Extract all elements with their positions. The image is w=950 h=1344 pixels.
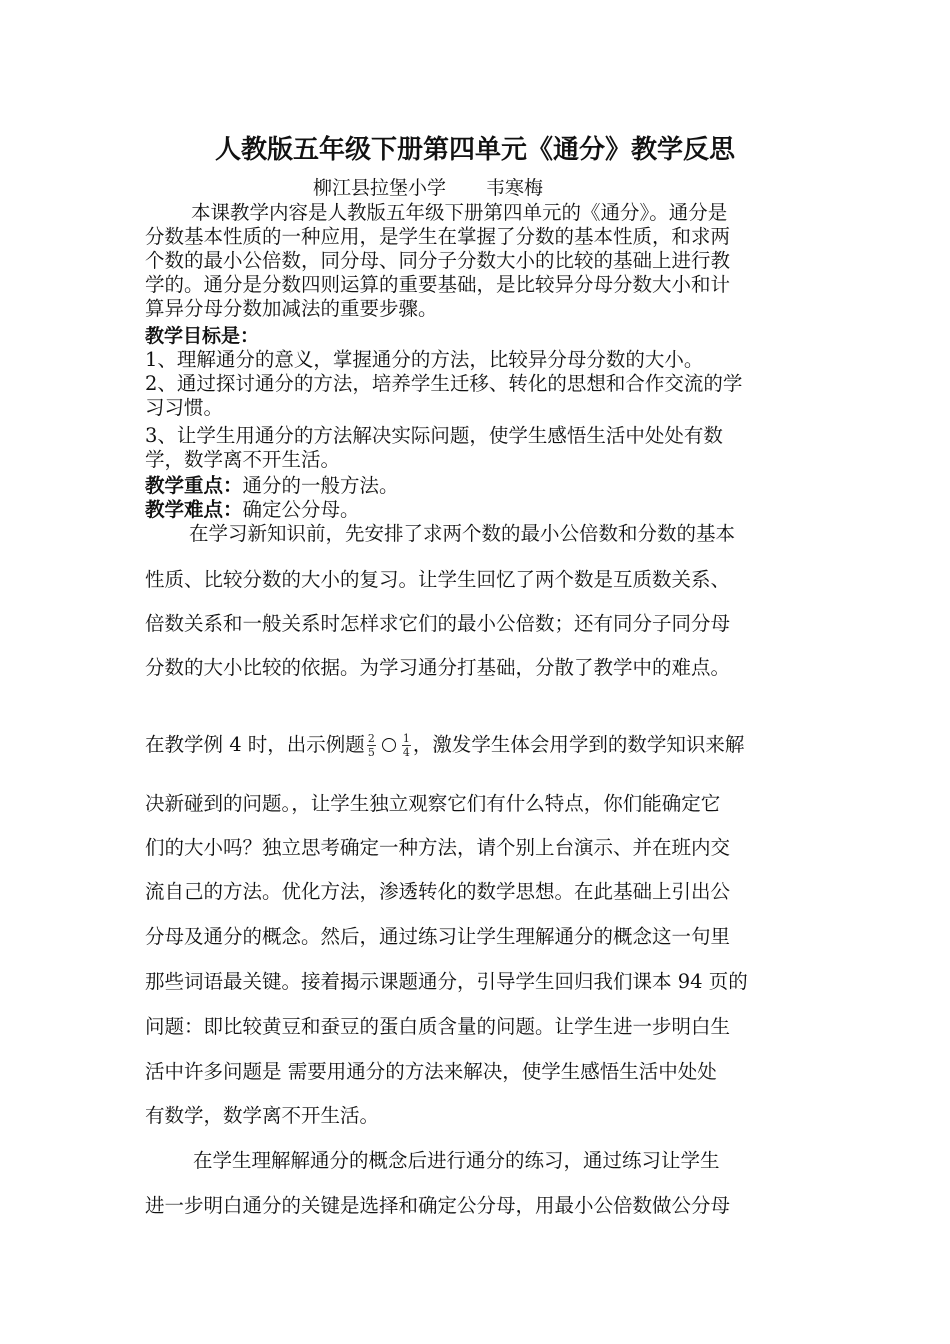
goal-item: 3、让学生用通分的方法解决实际问题，使学生感悟生活中处处有数 [145, 424, 723, 447]
goals-heading: 教学目标是： [145, 325, 260, 347]
example-line [145, 730, 810, 760]
difficult-point [145, 498, 810, 522]
key-point-text: 通分的一般方法。 [242, 474, 399, 497]
goal-item: 学，数学离不开生活。 [145, 448, 341, 471]
paragraph-line: 那些词语最关键。接着揭示课题通分，引导学生回归我们课本 94 页的 [145, 970, 748, 993]
paragraph-line: 流自己的方法。优化方法，渗透转化的数学思想。在此基础上引出公 [145, 880, 731, 903]
comparison-circle-icon [382, 738, 396, 752]
intro-line: 本课教学内容是人教版五年级下册第四单元的《通分》。通分是 [191, 201, 728, 224]
intro-line: 算异分母分数加减法的重要步骤。 [145, 297, 438, 320]
byline [313, 177, 543, 199]
school-name: 柳江县拉堡小学 [313, 177, 447, 199]
key-point [145, 474, 810, 498]
paragraph-line: 分母及通分的概念。然后，通过练习让学生理解通分的概念这一句里 [145, 925, 731, 948]
paragraph-line: 倍数关系和一般关系时怎样求它们的最小公倍数；还有同分子同分母 [145, 612, 731, 635]
example-text-before: 在教学例 4 时，出示例题 [145, 733, 365, 756]
key-point-label: 教学重点： [145, 474, 243, 497]
paragraph-line: 有数学，数学离不开生活。 [145, 1104, 380, 1127]
paragraph-line: 在学生理解解通分的概念后进行通分的练习，通过练习让学生 [193, 1149, 720, 1172]
paragraph-line: 性质、比较分数的大小的复习。让学生回忆了两个数是互质数关系、 [145, 568, 731, 591]
intro-line: 分数基本性质的一种应用，是学生在掌握了分数的基本性质，和求两 [145, 225, 731, 248]
fraction-one-fourth: $\frac{1}{4}$ [402, 731, 410, 759]
paragraph-line: 进一步明白通分的关键是选择和确定公分母，用最小公倍数做公分母 [145, 1194, 731, 1217]
difficult-point-label: 教学难点： [145, 498, 243, 521]
paragraph-line: 活中许多问题是 需要用通分的方法来解决，使学生感悟生活中处处 [145, 1060, 717, 1083]
goal-item: 2、通过探讨通分的方法，培养学生迁移、转化的思想和合作交流的学 [145, 372, 743, 395]
goal-item: 1、理解通分的意义，掌握通分的方法，比较异分母分数的大小。 [145, 348, 704, 371]
intro-line: 学的。通分是分数四则运算的重要基础，是比较异分母分数大小和计 [145, 273, 731, 296]
paragraph-line: 们的大小吗？独立思考确定一种方法，请个别上台演示、并在班内交 [145, 836, 731, 859]
intro-line: 个数的最小公倍数，同分母、同分子分数大小的比较的基础上进行教 [145, 249, 731, 272]
paragraph-line: 分数的大小比较的依据。为学习通分打基础，分散了教学中的难点。 [145, 656, 731, 679]
difficult-point-text: 确定公分母。 [242, 498, 360, 521]
example-text-after: ，激发学生体会用学到的数学知识来解 [412, 733, 745, 756]
paragraph-line: 问题：即比较黄豆和蚕豆的蛋白质含量的问题。让学生进一步明白生 [145, 1015, 731, 1038]
paragraph-line: 在学习新知识前，先安排了求两个数的最小公倍数和分数的基本 [189, 522, 736, 545]
goal-item: 习习惯。 [145, 396, 224, 419]
author-name: 韦寒梅 [486, 177, 544, 199]
document-title: 人教版五年级下册第四单元《通分》教学反思 [214, 135, 735, 165]
fraction-two-fifths: $\frac{2}{5}$ [367, 731, 375, 759]
paragraph-line: 决新碰到的问题。，让学生独立观察它们有什么特点，你们能确定它 [145, 792, 721, 815]
